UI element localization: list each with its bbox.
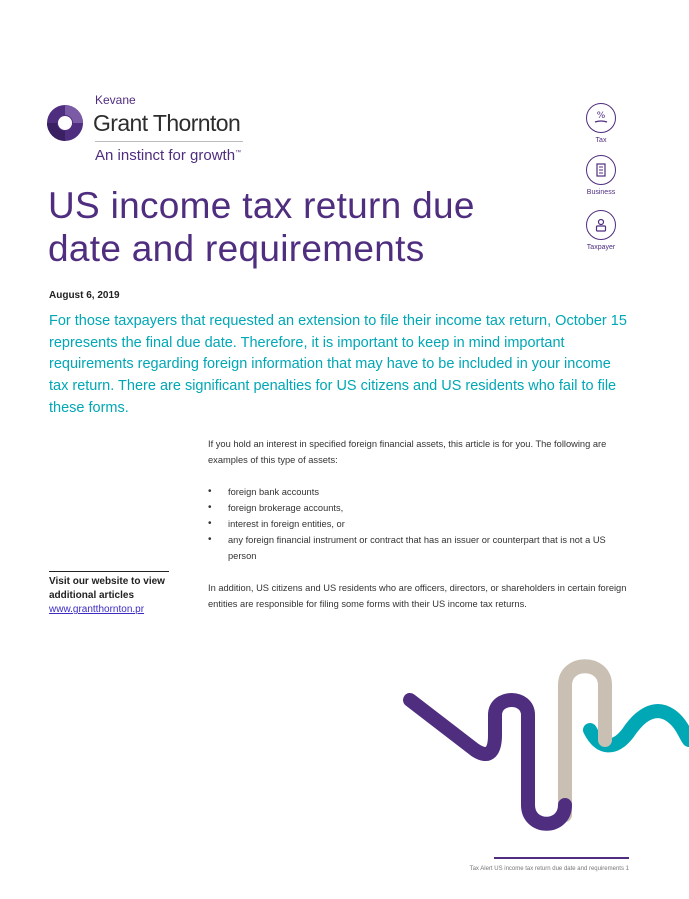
grant-thornton-logo-icon (46, 104, 84, 142)
brand-tagline-text: An instinct for growth (95, 147, 236, 164)
brand-sub-name: Kevane (95, 93, 136, 107)
brand-tagline (95, 147, 241, 164)
decorative-swoosh-graphic (400, 655, 689, 835)
website-link[interactable]: www.grantthornton.pr (49, 604, 145, 615)
category-label: Taxpayer (586, 244, 616, 251)
intro-paragraph: If you hold an interest in specified foreign financial assets, this article is for you. The following are examples of this type of assets: (208, 439, 607, 465)
sidebar-divider (49, 571, 169, 572)
percent-hand-icon (586, 103, 616, 133)
title-line-2: date and requirements (48, 228, 425, 269)
lead-paragraph: For those taxpayers that requested an extension to file their income tax return, October 15 represents the final due date. Therefore, it is important to keep in mind important requirements regarding foreign information that may have to be included in your income tax return. There are significant penalties for US citizens and US residents who fail to file these forms. (49, 313, 627, 416)
logo-divider (95, 141, 243, 142)
list-item: • interest in foreign entities, or (208, 516, 636, 532)
page-number: 1 (625, 866, 629, 872)
list-item: • foreign bank accounts (208, 484, 636, 500)
category-tax (571, 103, 631, 144)
sidebar-heading: Visit our website to view additional articles (49, 576, 165, 601)
list-item: • any foreign financial instrument or contract that has an issuer or counterpart that is not a US person (208, 532, 636, 564)
footer-rule (494, 857, 629, 859)
closing-paragraph: In addition, US citizens and US residents who are officers, directors, or shareholders in certain foreign entities are responsible for filing some forms with their US income tax returns. (208, 583, 627, 609)
footer-text (380, 866, 629, 872)
footer-title: Tax Alert US income tax return due date and requirements (469, 866, 624, 872)
category-label: Business (586, 189, 616, 196)
person-icon (586, 210, 616, 240)
page-title (48, 184, 568, 270)
building-icon (586, 155, 616, 185)
brand-tagline-mark: ™ (235, 150, 242, 156)
svg-text:%: % (596, 111, 606, 121)
category-label: Tax (595, 137, 607, 144)
list-item: • foreign brokerage accounts, (208, 500, 636, 516)
asset-list (208, 484, 636, 564)
category-taxpayer (571, 210, 631, 251)
brand-name: Grant Thornton (93, 110, 241, 136)
title-line-1: US income tax return due (48, 185, 475, 226)
publish-date: August 6, 2019 (49, 290, 120, 301)
category-business (571, 155, 631, 196)
